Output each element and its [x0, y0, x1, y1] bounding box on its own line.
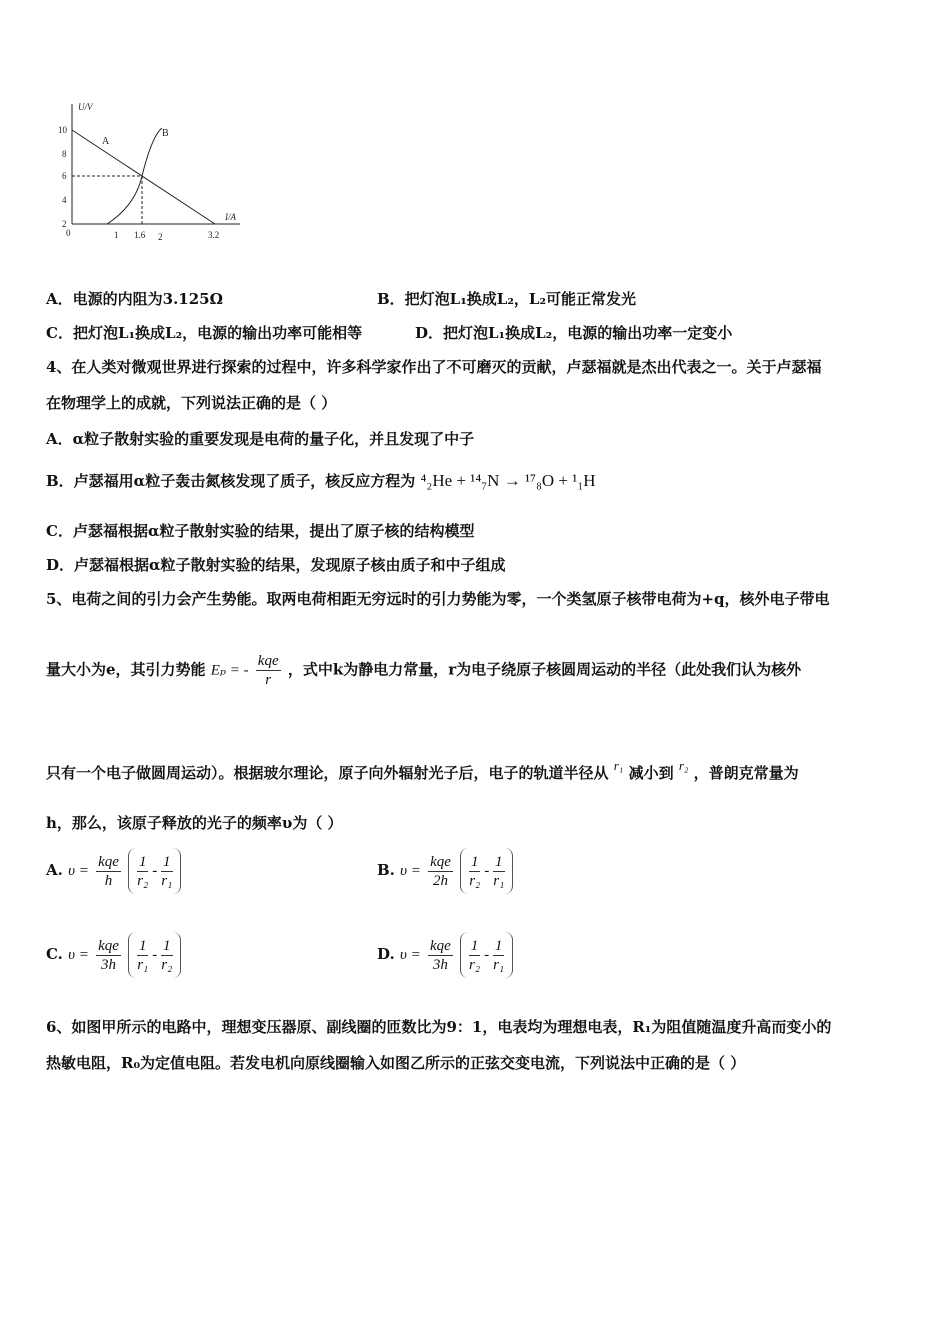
q6-stem-line-2: 热敏电阻，R₀为定值电阻。若发电机向原线圈输入如图乙所示的正弦交变电流，下列说法中正确的是（ ） [46, 1054, 746, 1072]
origin-label: 0 [66, 228, 71, 238]
q5b-num: kqe [430, 853, 451, 870]
q5d-d2: r₁ [493, 956, 505, 973]
q3-option-d: D．把灯泡L₁换成L₂，电源的输出功率一定变小 [415, 324, 733, 342]
q4-stem-line-2: 在物理学上的成就，下列说法正确的是（ ） [46, 394, 337, 412]
q5-option-c-label: C. [46, 945, 63, 963]
q5d-num: kqe [429, 937, 451, 954]
q6-stem-line-1: 6、如图甲所示的电路中，理想变压器原、副线圈的匝数比为9：1，电表均为理想电表，R₁为阻值随温度升高而变小的 [46, 1018, 832, 1036]
q5b-n2: 1 [495, 853, 503, 870]
q5-option-c-lhs: υ = [68, 947, 89, 963]
q5c-d1: r₁ [137, 956, 149, 973]
q5-option-a [46, 848, 181, 894]
q5d-n2: 1 [494, 937, 503, 954]
x-tick-1: 1 [114, 230, 119, 240]
q5a-n2: 1 [163, 853, 171, 870]
q5-option-b-lhs: υ = [400, 863, 421, 879]
q5-stem-line-3 [46, 758, 799, 783]
q5-stem-line-2 [46, 652, 801, 689]
q4-option-b [46, 470, 596, 491]
q5-stem-2b: ，式中k为静电力常量，r为电子绕原子核圆周运动的半径（此处我们认为核外 [287, 660, 802, 679]
y-axis-label: U/V [78, 102, 93, 112]
x-tick-2: 2 [158, 232, 163, 242]
q5-stem-line-4: h，那么，该原子释放的光子的频率υ为（ ） [46, 814, 343, 832]
q4-option-d: D．卢瑟福根据α粒子散射实验的结果，发现原子核由质子和中子组成 [46, 556, 506, 574]
curve-label-a: A [102, 136, 110, 147]
q5a-den: h [104, 872, 113, 889]
q4-option-c: C．卢瑟福根据α粒子散射实验的结果，提出了原子核的结构模型 [46, 522, 475, 540]
q5-option-d-lhs: υ = [399, 947, 421, 963]
q5-option-a-lhs: υ = [68, 863, 89, 879]
q3-option-c: C．把灯泡L₁换成L₂，电源的输出功率可能相等 [46, 324, 363, 342]
q5-option-d [377, 932, 513, 978]
nuclear-equation: ⁴₂He + ¹⁴₇N → ¹⁷₈O + ¹₁H [420, 471, 596, 490]
q5d-d1: r₂ [469, 956, 481, 973]
q5a-minus: - [152, 862, 158, 879]
q5-option-a-label: A. [46, 861, 63, 879]
potential-energy-fraction [256, 652, 281, 689]
q4-option-b-text: B．卢瑟福用α粒子轰击氮核发现了质子，核反应方程为 [46, 472, 416, 490]
q5d-minus: - [484, 946, 490, 963]
pe-numerator: kqe [257, 653, 279, 669]
q5-option-d-label: D. [377, 945, 395, 963]
y-tick-2: 2 [62, 219, 67, 229]
q3-option-a: A．电源的内阻为3.125Ω [46, 290, 223, 308]
q5c-n1: 1 [138, 937, 147, 954]
u-i-graph [50, 96, 250, 246]
line-a [72, 130, 215, 224]
q5b-d2: r₁ [493, 872, 505, 889]
x-tick-3-2: 3.2 [208, 230, 220, 240]
q5a-d1: r₂ [137, 872, 149, 889]
q5a-d2: r₁ [161, 872, 173, 889]
q5d-den: 3h [432, 956, 448, 973]
x-tick-1-6: 1.6 [134, 230, 146, 240]
q5c-den: 3h [101, 956, 117, 973]
q5a-n1: 1 [138, 853, 147, 870]
q5-stem-3b: 减小到 [628, 764, 674, 782]
q5-stem-line-1: 5、电荷之间的引力会产生势能。取两电荷相距无穷远时的引力势能为零，一个类氢原子核带电荷为+q，核外电子带电 [46, 590, 830, 608]
q5c-d2: r₂ [161, 956, 173, 973]
q5b-minus: - [484, 862, 490, 879]
q5-option-b [377, 848, 513, 894]
q3-option-b: B．把灯泡L₁换成L₂，L₂可能正常发光 [377, 290, 637, 308]
q5a-num: kqe [98, 853, 119, 870]
x-axis-label: I/A [225, 212, 236, 222]
q5c-minus: - [152, 946, 158, 963]
q5b-den: 2h [433, 872, 449, 889]
q5d-n1: 1 [470, 937, 479, 954]
q5-option-b-label: B. [377, 861, 395, 879]
curve-label-b: B [162, 128, 169, 139]
q5b-n1: 1 [470, 853, 479, 870]
q5-stem-3c: ，普朗克常量为 [693, 764, 799, 782]
pe-denominator: r [265, 672, 272, 688]
q5c-num: kqe [98, 937, 119, 954]
q5-stem-3a: 只有一个电子做圆周运动）。根据玻尔理论，原子向外辐射光子后，电子的轨道半径从 [46, 764, 609, 782]
q5b-d1: r₂ [469, 872, 481, 889]
y-tick-6: 6 [62, 171, 67, 181]
q4-stem-line-1: 4、在人类对微观世界进行探索的过程中，许多科学家作出了不可磨灭的贡献，卢瑟福就是杰出代表之一。关于卢瑟福 [46, 358, 822, 376]
y-tick-10: 10 [58, 125, 67, 135]
potential-energy-lhs: Eₚ = - [210, 662, 249, 679]
r1-symbol: r₁ [613, 758, 624, 773]
y-tick-8: 8 [62, 149, 67, 159]
q5-option-c [46, 932, 181, 978]
q4-option-a: A．α粒子散射实验的重要发现是电荷的量子化，并且发现了中子 [46, 430, 475, 448]
r2-symbol: r₂ [678, 758, 689, 773]
y-tick-4: 4 [62, 195, 67, 205]
q5-stem-2a: 量大小为e，其引力势能 [46, 660, 206, 679]
q5c-n2: 1 [163, 937, 171, 954]
